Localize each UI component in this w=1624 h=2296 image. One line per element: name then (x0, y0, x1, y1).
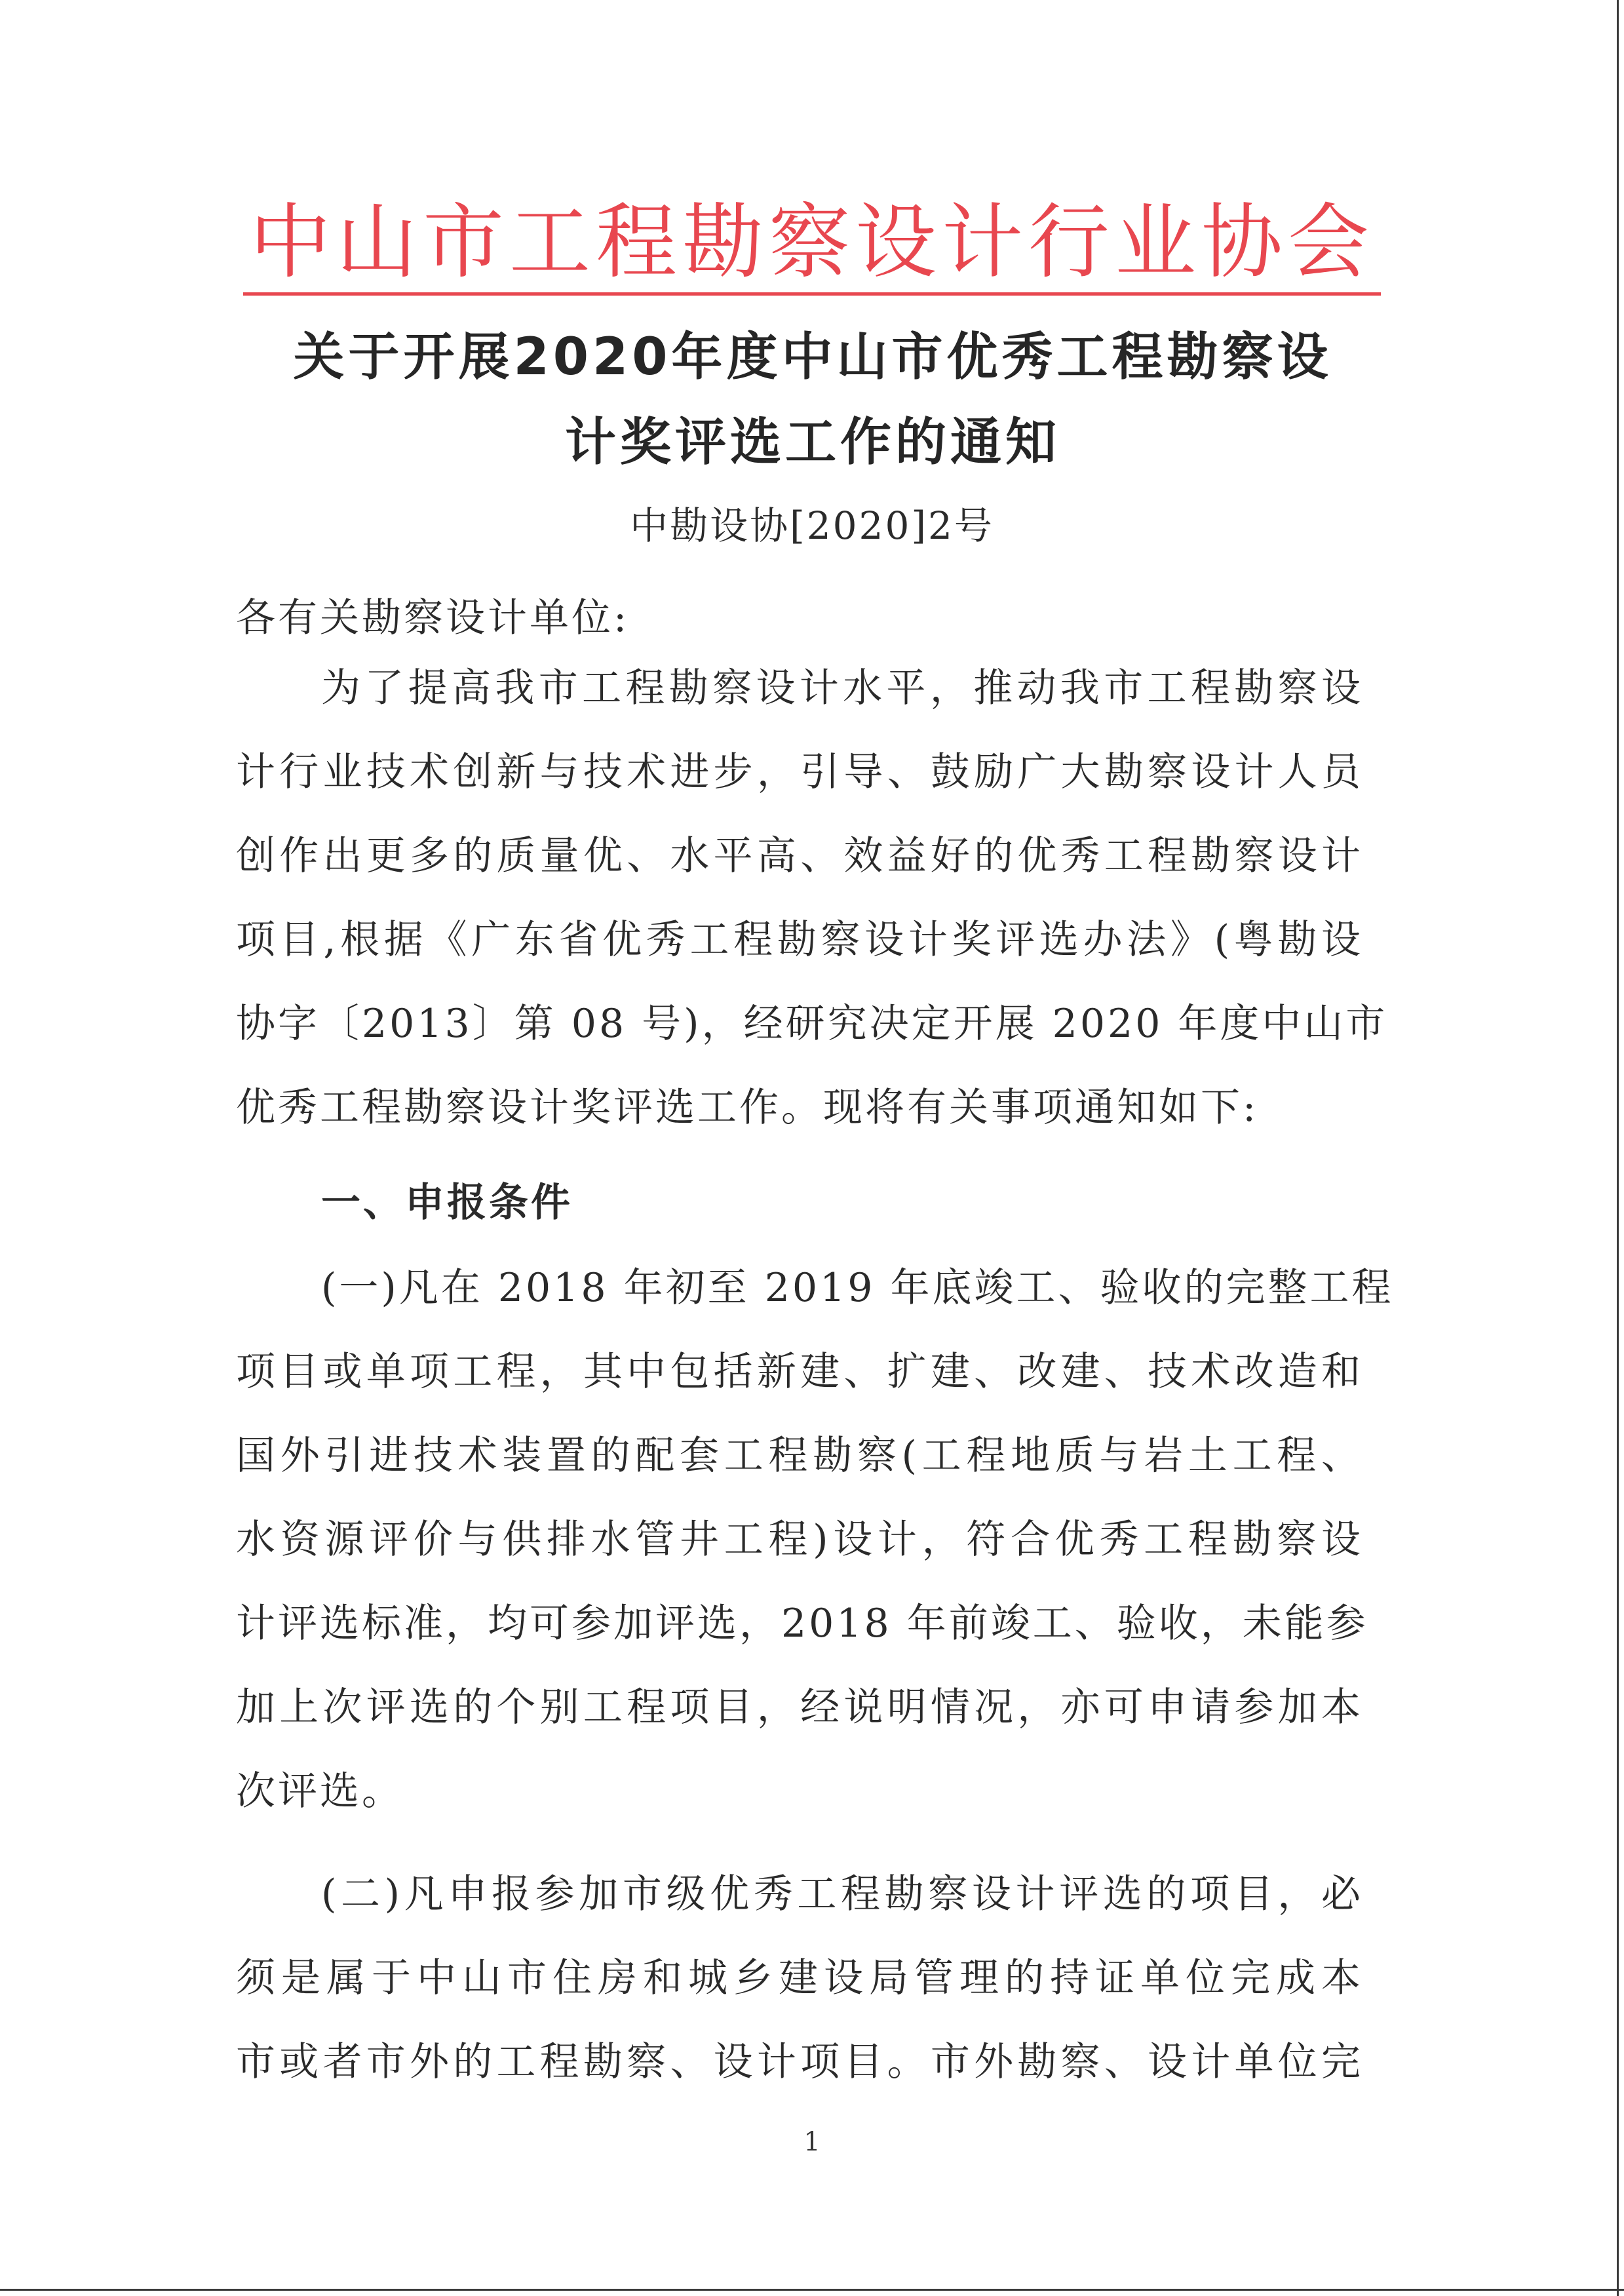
paragraph-line: 市或者市外的工程勘察、设计项目。市外勘察、设计单位完 (236, 2039, 1363, 2085)
paragraph-line: 计行业技术创新与技术进步，引导、鼓励广大勘察设计人员 (236, 749, 1363, 795)
paragraph-line: 项目,根据《广东省优秀工程勘察设计奖评选办法》(粤勘设 (236, 917, 1363, 963)
page-number: 1 (803, 2127, 821, 2157)
paragraph-line: 项目或单项工程，其中包括新建、扩建、改建、技术改造和 (236, 1349, 1363, 1395)
document-number: 中勘设协[2020]2号 (630, 503, 994, 548)
document-title-line: 计奖评选工作的通知 (564, 413, 1060, 472)
organization-name: 中山市工程勘察设计行业协会 (243, 197, 1381, 296)
salutation: 各有关勘察设计单位: (236, 595, 630, 641)
paragraph-line: 须是属于中山市住房和城乡建设局管理的持证单位完成本 (236, 1955, 1363, 2001)
paragraph-line: 计评选标准，均可参加评选，2018 年前竣工、验收，未能参 (236, 1601, 1368, 1646)
paragraph-line: 为了提高我市工程勘察设计水平，推动我市工程勘察设 (321, 665, 1363, 711)
paragraph-line: 次评选。 (236, 1768, 404, 1814)
document-title-line: 关于开展2020年度中山市优秀工程勘察设 (293, 328, 1332, 387)
letterhead (0, 197, 1624, 296)
paragraph-line: 水资源评价与供排水管井工程)设计，符合优秀工程勘察设 (236, 1517, 1363, 1563)
section-heading: 一、申报条件 (321, 1180, 573, 1226)
paragraph-line: 协字〔2013〕第 08 号)，经研究决定开展 2020 年度中山市 (236, 1001, 1388, 1047)
paragraph-line: 加上次评选的个别工程项目，经说明情况，亦可申请参加本 (236, 1684, 1363, 1730)
scan-edge (1617, 0, 1619, 2296)
paragraph-line: (一)凡在 2018 年初至 2019 年底竣工、验收的完整工程 (321, 1265, 1394, 1311)
paragraph-line: 优秀工程勘察设计奖评选工作。现将有关事项通知如下: (236, 1085, 1259, 1131)
paragraph-line: 国外引进技术装置的配套工程勘察(工程地质与岩土工程、 (236, 1433, 1363, 1479)
paragraph-line: (二)凡申报参加市级优秀工程勘察设计评选的项目，必 (321, 1871, 1363, 1917)
paragraph-line: 创作出更多的质量优、水平高、效益好的优秀工程勘察设计 (236, 833, 1363, 879)
scan-edge (0, 2289, 1624, 2291)
